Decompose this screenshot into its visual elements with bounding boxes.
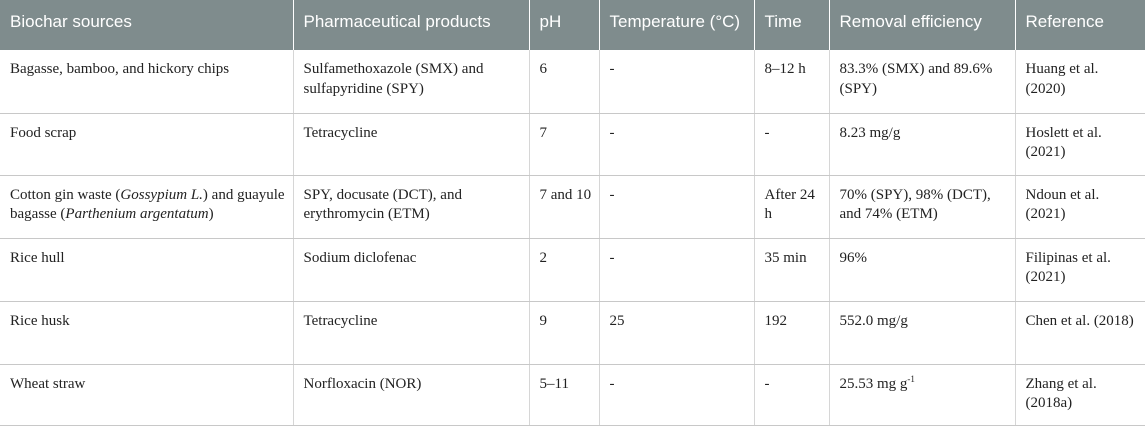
cell-time: -	[754, 113, 829, 175]
cell-time: 8–12 h	[754, 50, 829, 113]
cell-temperature: -	[599, 50, 754, 113]
cell-temperature: -	[599, 364, 754, 425]
cell-ph: 2	[529, 238, 599, 301]
cell-ph: 7 and 10	[529, 175, 599, 238]
header-reference: Reference	[1015, 0, 1145, 50]
species-name: Parthenium argentatum	[65, 206, 209, 222]
cell-pharmaceutical-product: Sodium diclofenac	[293, 238, 529, 301]
cell-time: 35 min	[754, 238, 829, 301]
table-row	[0, 364, 1145, 425]
table-row	[0, 50, 1145, 113]
cell-reference: Filipinas et al. (2021)	[1015, 238, 1145, 301]
cell-ph: 5–11	[529, 364, 599, 425]
cell-reference: Huang et al. (2020)	[1015, 50, 1145, 113]
source-text: )	[208, 206, 214, 222]
cell-reference: Hoslett et al. (2021)	[1015, 113, 1145, 175]
cell-temperature: -	[599, 113, 754, 175]
cell-temperature: -	[599, 238, 754, 301]
cell-pharmaceutical-product: Sulfamethoxazole (SMX) and sulfapyridine (SPY)	[293, 50, 529, 113]
cell-ph: 9	[529, 301, 599, 364]
table-row	[0, 238, 1145, 301]
cell-pharmaceutical-product: Norfloxacin (NOR)	[293, 364, 529, 425]
table-row	[0, 113, 1145, 175]
cell-removal-efficiency	[829, 364, 1015, 425]
cell-time: After 24 h	[754, 175, 829, 238]
header-temperature: Temperature (°C)	[599, 0, 754, 50]
cell-biochar-source: Wheat straw	[0, 364, 293, 425]
source-text: ) and guayule bagasse (	[10, 186, 285, 222]
cell-pharmaceutical-product: Tetracycline	[293, 113, 529, 175]
cell-biochar-source	[0, 175, 293, 238]
cell-ph: 7	[529, 113, 599, 175]
source-text: Cotton gin waste (	[10, 186, 121, 203]
cell-pharmaceutical-product: SPY, docusate (DCT), and erythromycin (ETM)	[293, 175, 529, 238]
cell-biochar-source: Food scrap	[0, 113, 293, 175]
header-time: Time	[754, 0, 829, 50]
header-pharmaceutical-products: Pharmaceutical products	[293, 0, 529, 50]
cell-pharmaceutical-product: Tetracycline	[293, 301, 529, 364]
header-removal-efficiency: Removal efficiency	[829, 0, 1015, 50]
cell-temperature: -	[599, 175, 754, 238]
cell-removal-efficiency: 96%	[829, 238, 1015, 301]
cell-removal-efficiency: 8.23 mg/g	[829, 113, 1015, 175]
cell-biochar-source: Rice husk	[0, 301, 293, 364]
cell-ph: 6	[529, 50, 599, 113]
header-ph: pH	[529, 0, 599, 50]
cell-removal-efficiency: 552.0 mg/g	[829, 301, 1015, 364]
header-biochar-sources: Biochar sources	[0, 0, 293, 50]
removal-value: 25.53 mg g	[839, 375, 908, 392]
cell-biochar-source: Bagasse, bamboo, and hickory chips	[0, 50, 293, 113]
unit-exponent: -1	[907, 373, 915, 384]
header-row	[0, 0, 1145, 50]
cell-time: 192	[754, 301, 829, 364]
cell-reference: Ndoun et al. (2021)	[1015, 175, 1145, 238]
table-row	[0, 301, 1145, 364]
cell-removal-efficiency: 83.3% (SMX) and 89.6% (SPY)	[829, 50, 1015, 113]
cell-temperature: 25	[599, 301, 754, 364]
cell-biochar-source: Rice hull	[0, 238, 293, 301]
cell-removal-efficiency: 70% (SPY), 98% (DCT), and 74% (ETM)	[829, 175, 1015, 238]
table-row	[0, 175, 1145, 238]
cell-reference: Chen et al. (2018)	[1015, 301, 1145, 364]
species-name: Gossypium L.	[120, 186, 203, 203]
cell-reference: Zhang et al. (2018a)	[1015, 364, 1145, 425]
cell-time: -	[754, 364, 829, 425]
